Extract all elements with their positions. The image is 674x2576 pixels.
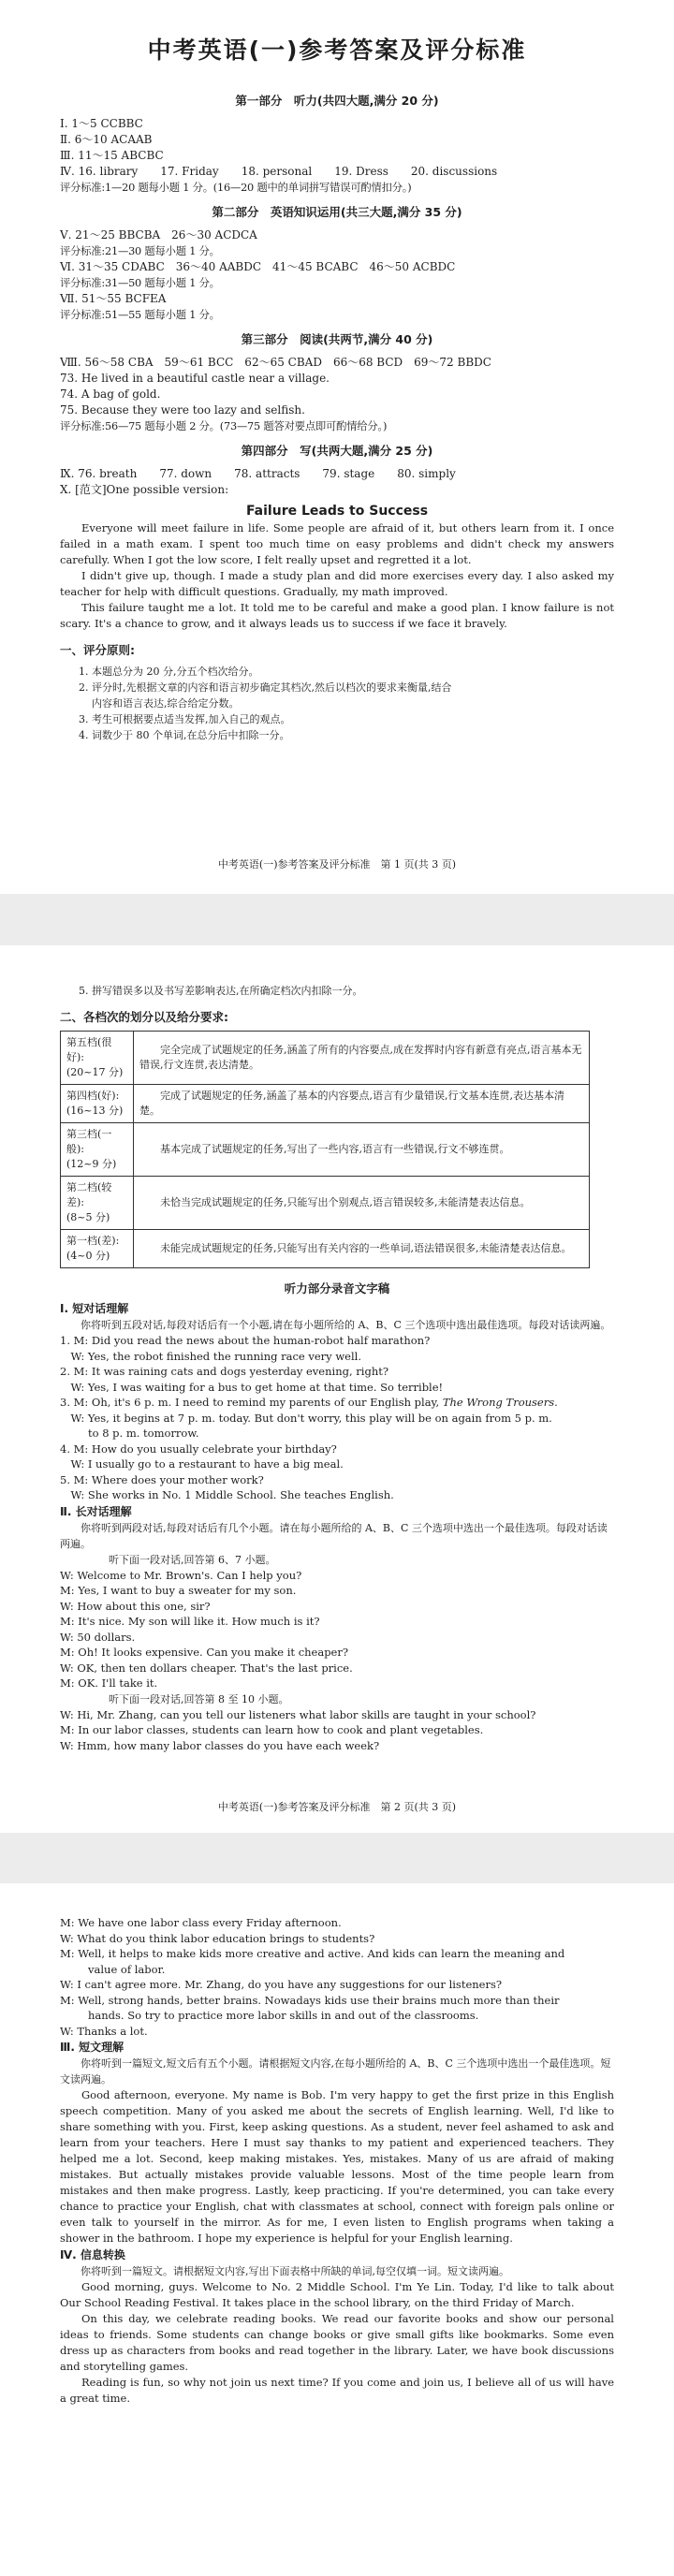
grade-description: 未恰当完成试题规定的任务,只能写出个别观点,语言错误较多,未能清楚表达信息。 bbox=[134, 1177, 590, 1230]
page-footer: 中考英语(一)参考答案及评分标准 第 1 页(共 3 页) bbox=[217, 858, 457, 871]
passage-paragraph: Good afternoon, everyone. My name is Bob. I'm very happy to get the first prize in this English speech competition. Many of you asked me about the secrets of English learning. Well, I'd like to share something with you. First, keep asking questions. As a student, never feel ashamed to ask and learn from your teachers. Here I must say thanks to my patient and experienced teachers. They helped me a lot. Second, keep making mistakes. Yes, mistakes. Many of us are afraid of making mistakes. But actually mistakes provide valuable lessons. Most of the time people learn from mistakes and then make progress. Lastly, keep practicing. If you're determined, you can take every chance to practice your English, chat with classmates at school, connect with foreign pals online or even talk to yourself in the mirror. As for me, I even listen to English programs when taking a shower in the bathroom. I hope my experience is helpful for your English learning. bbox=[60, 2088, 614, 2245]
page-footer: 中考英语(一)参考答案及评分标准 第 2 页(共 3 页) bbox=[217, 1801, 457, 1813]
part1-heading: 第一部分 听力(共四大题,满分 20 分) bbox=[235, 94, 439, 108]
answer-line: Ⅷ. 56～58 CBA 59～61 BCC 62～65 CBAD 66～68 BCD 69～72 BBDC bbox=[60, 356, 491, 369]
answer-line: 75. Because they were too lazy and selfish. bbox=[60, 403, 305, 417]
grade-level: 第五档(很好): (20~17 分) bbox=[61, 1032, 134, 1085]
dialogue-line: M: It's nice. My son will like it. How much is it? bbox=[60, 1615, 320, 1628]
scoring-standard: 评分标准:1—20 题每小题 1 分。(16—20 题中的单词拼写错误可酌情扣分。) bbox=[60, 182, 412, 194]
grade-description: 完全完成了试题规定的任务,涵盖了所有的内容要点,成在发挥时内容有新意有亮点,语言基本无错误,行文连贯,表达清楚。 bbox=[134, 1032, 590, 1085]
dialogue-line: M: Well, it helps to make kids more creative and active. And kids can learn the meaning and bbox=[60, 1947, 565, 1960]
scoring-rule: 内容和语言表达,综合给定分数。 bbox=[92, 697, 240, 710]
answer-line: Ⅱ. 6～10 ACAAB bbox=[60, 133, 153, 146]
dialogue-line: 5. M: Where does your mother work? bbox=[60, 1472, 264, 1486]
part4-heading: 第四部分 写(共两大题,满分 25 分) bbox=[241, 444, 433, 458]
passage-paragraph: Good morning, guys. Welcome to No. 2 Middle School. I'm Ye Lin. Today, I'd like to talk about Our School Reading Festival. It takes place in the school library, on the third Friday of March. bbox=[60, 2280, 614, 2309]
scoring-standard: 评分标准:51—55 题每小题 1 分。 bbox=[60, 309, 220, 321]
answer-line: Ⅵ. 31～35 CDABC 36～40 AABDC 41～45 BCABC 46～50 ACBDC bbox=[60, 260, 456, 273]
section-heading: Ⅰ. 短对话理解 bbox=[60, 1302, 129, 1315]
dialogue-note: 听下面一段对话,回答第 8 至 10 小题。 bbox=[109, 1692, 289, 1705]
dialogue-line: value of labor. bbox=[88, 1962, 166, 1976]
play-title: The Wrong Trousers bbox=[442, 1396, 555, 1409]
dialogue-line: hands. So try to practice more labor skills in and out of the classrooms. bbox=[88, 2009, 479, 2022]
grade-row bbox=[61, 1177, 590, 1230]
answer-line: Ⅹ. [范文]One possible version: bbox=[60, 483, 229, 496]
dialogue-line: 1. M: Did you read the news about the human-robot half marathon? bbox=[60, 1334, 431, 1347]
dialogue-line: W: Yes, it begins at 7 p. m. today. But don't worry, this play will be on again from 5 p. m. bbox=[60, 1411, 552, 1425]
answer-line: 74. A bag of gold. bbox=[60, 388, 161, 401]
dialogue-line: 3. M: Oh, it's 6 p. m. I need to remind my parents of our English play, The Wrong Trousers. bbox=[60, 1396, 558, 1409]
dialogue-line: M: We have one labor class every Friday afternoon. bbox=[60, 1916, 342, 1929]
answer-key-page-3 bbox=[0, 1883, 674, 2576]
grade-row bbox=[61, 1230, 590, 1268]
grading-table bbox=[60, 1031, 590, 1268]
dialogue-line: W: Hi, Mr. Zhang, can you tell our listeners what labor skills are taught in your school? bbox=[60, 1707, 536, 1721]
dialogue-note: 听下面一段对话,回答第 6、7 小题。 bbox=[109, 1553, 276, 1566]
dialogue-line: W: OK, then ten dollars cheaper. That's the last price. bbox=[60, 1661, 353, 1675]
section-heading: Ⅳ. 信息转换 bbox=[60, 2248, 125, 2261]
grade-row bbox=[61, 1085, 590, 1123]
part2-heading: 第二部分 英语知识运用(共三大题,满分 35 分) bbox=[212, 205, 462, 219]
answer-line: Ⅶ. 51～55 BCFEA bbox=[60, 292, 167, 305]
scoring-rule: 1. 本题总分为 20 分,分五个档次给分。 bbox=[79, 666, 259, 678]
grade-level: 第一档(差): (4~0 分) bbox=[61, 1230, 134, 1268]
dialogue-line: W: Hmm, how many labor classes do you have each week? bbox=[60, 1738, 380, 1752]
dialogue-line: W: She works in No. 1 Middle School. She teaches English. bbox=[60, 1488, 394, 1501]
page-gap bbox=[0, 894, 674, 945]
part3-heading: 第三部分 阅读(共两节,满分 40 分) bbox=[241, 332, 433, 346]
essay-paragraph: This failure taught me a lot. It told me to be careful and make a good plan. I know failure is not scary. It's a chance to grow, and it always leads us to success if we face it bravely. bbox=[60, 601, 614, 630]
answer-line: Ⅲ. 11～15 ABCBC bbox=[60, 149, 164, 162]
grades-heading: 二、各档次的划分以及给分要求: bbox=[60, 1010, 228, 1024]
dialogue-line: W: 50 dollars. bbox=[60, 1630, 136, 1644]
grade-row bbox=[61, 1123, 590, 1177]
dialogue-line: W: Thanks a lot. bbox=[60, 2024, 148, 2038]
section-instructions: 你将听到一篇短文。请根据短文内容,写出下面表格中所缺的单词,每空仅填一词。短文读两遍。 bbox=[81, 2265, 509, 2277]
dialogue-line: M: Yes, I want to buy a sweater for my son. bbox=[60, 1584, 297, 1597]
answer-line: Ⅳ. 16. library 17. Friday 18. personal 19. Dress 20. discussions bbox=[60, 165, 498, 178]
grade-description: 未能完成试题规定的任务,只能写出有关内容的一些单词,语法错误很多,未能清楚表达信息。 bbox=[134, 1230, 590, 1268]
transcript-heading: 听力部分录音文字稿 bbox=[284, 1281, 390, 1295]
dialogue-line: M: OK. I'll take it. bbox=[60, 1676, 158, 1690]
essay-title: Failure Leads to Success bbox=[245, 504, 429, 519]
answer-line: Ⅸ. 76. breath 77. down 78. attracts 79. stage 80. simply bbox=[60, 467, 456, 480]
section-instructions: 你将听到两段对话,每段对话后有几个小题。请在每小题所给的 A、B、C 三个选项中选出一个最佳选项。每段对话读两遍。 bbox=[60, 1521, 608, 1550]
dialogue-line: W: Yes, the robot finished the running race very well. bbox=[60, 1349, 361, 1363]
grade-level: 第四档(好): (16~13 分) bbox=[61, 1085, 134, 1123]
scoring-standard: 评分标准:21—30 题每小题 1 分。 bbox=[60, 245, 220, 257]
scoring-standard: 评分标准:56—75 题每小题 2 分。(73—75 题答对要点即可酌情给分。) bbox=[60, 420, 388, 432]
dialogue-line: W: I can't agree more. Mr. Zhang, do you have any suggestions for our listeners? bbox=[60, 1978, 503, 1991]
scoring-standard: 评分标准:31—50 题每小题 1 分。 bbox=[60, 277, 220, 289]
page-title: 中考英语(一)参考答案及评分标准 bbox=[147, 37, 527, 64]
grade-row bbox=[61, 1032, 590, 1085]
scoring-rule: 4. 词数少于 80 个单词,在总分后中扣除一分。 bbox=[79, 729, 290, 741]
passage-paragraph: On this day, we celebrate reading books. We read our favorite books and show our personal ideas to friends. Some students can change books or give small gifts like bookmarks. Some even dress up as characters from books and read together in the library. Later, we have book discussions and storytelling games. bbox=[60, 2312, 614, 2373]
scoring-rule: 5. 拼写错误多以及书写差影响表达,在所确定档次内扣除一分。 bbox=[79, 985, 363, 997]
dialogue-line: W: What do you think labor education brings to students? bbox=[60, 1931, 375, 1945]
grade-description: 完成了试题规定的任务,涵盖了基本的内容要点,语言有少量错误,行文基本连贯,表达基本清楚。 bbox=[134, 1085, 590, 1123]
dialogue-line: W: How about this one, sir? bbox=[60, 1599, 211, 1613]
dialogue-line: to 8 p. m. tomorrow. bbox=[88, 1427, 199, 1440]
section-instructions: 你将听到一篇短文,短文后有五个小题。请根据短文内容,在每小题所给的 A、B、C 三个选项中选出一个最佳选项。短文读两遍。 bbox=[60, 2057, 611, 2086]
answer-line: 73. He lived in a beautiful castle near a village. bbox=[60, 372, 330, 385]
section-instructions: 你将听到五段对话,每段对话后有一个小题,请在每小题所给的 A、B、C 三个选项中选出最佳选项。每段对话读两遍。 bbox=[81, 1319, 611, 1331]
dialogue-line: W: I usually go to a restaurant to have a big meal. bbox=[60, 1457, 344, 1471]
dialogue-line: W: Yes, I was waiting for a bus to get home at that time. So terrible! bbox=[60, 1380, 444, 1394]
grade-level: 第二档(较差): (8~5 分) bbox=[61, 1177, 134, 1230]
answer-line: Ⅴ. 21～25 BBCBA 26～30 ACDCA bbox=[60, 228, 257, 242]
grade-description: 基本完成了试题规定的任务,写出了一些内容,语言有一些错误,行文不够连贯。 bbox=[134, 1123, 590, 1177]
answer-key-page-1 bbox=[0, 0, 674, 894]
dialogue-line: M: In our labor classes, students can learn how to cook and plant vegetables. bbox=[60, 1723, 484, 1736]
dialogue-line: 2. M: It was raining cats and dogs yesterday evening, right? bbox=[60, 1365, 389, 1378]
dialogue-line: M: Well, strong hands, better brains. Nowadays kids use their brains much more than their bbox=[60, 1993, 560, 2007]
answer-key-page-2 bbox=[0, 945, 674, 1833]
section-heading: Ⅱ. 长对话理解 bbox=[60, 1504, 132, 1518]
grade-level: 第三档(一般): (12~9 分) bbox=[61, 1123, 134, 1177]
essay-paragraph: Everyone will meet failure in life. Some people are afraid of it, but others learn from it. I once failed in a math exam. I spent too much time on easy problems and didn't check my answers carefully. When I got the low score, I felt really upset and regretted it a lot. bbox=[60, 521, 614, 566]
passage-paragraph: Reading is fun, so why not join us next time? If you come and join us, I believe all of us will have a great time. bbox=[60, 2376, 614, 2405]
scoring-principles-heading: 一、评分原则: bbox=[60, 643, 135, 657]
scoring-rule: 2. 评分时,先根据文章的内容和语言初步确定其档次,然后以档次的要求来衡量,结合 bbox=[79, 681, 452, 694]
dialogue-line: W: Welcome to Mr. Brown's. Can I help you? bbox=[60, 1568, 302, 1582]
essay-paragraph: I didn't give up, though. I made a study plan and did more exercises every day. I also asked my teacher for help with difficult questions. Gradually, my math improved. bbox=[60, 569, 614, 598]
section-heading: Ⅲ. 短文理解 bbox=[60, 2041, 125, 2054]
dialogue-line: 4. M: How do you usually celebrate your birthday? bbox=[60, 1442, 337, 1456]
dialogue-line: M: Oh! It looks expensive. Can you make it cheaper? bbox=[60, 1646, 349, 1659]
scoring-rule: 3. 考生可根据要点适当发挥,加入自己的观点。 bbox=[79, 713, 291, 725]
page-gap bbox=[0, 1833, 674, 1883]
answer-line: Ⅰ. 1～5 CCBBC bbox=[60, 117, 143, 130]
